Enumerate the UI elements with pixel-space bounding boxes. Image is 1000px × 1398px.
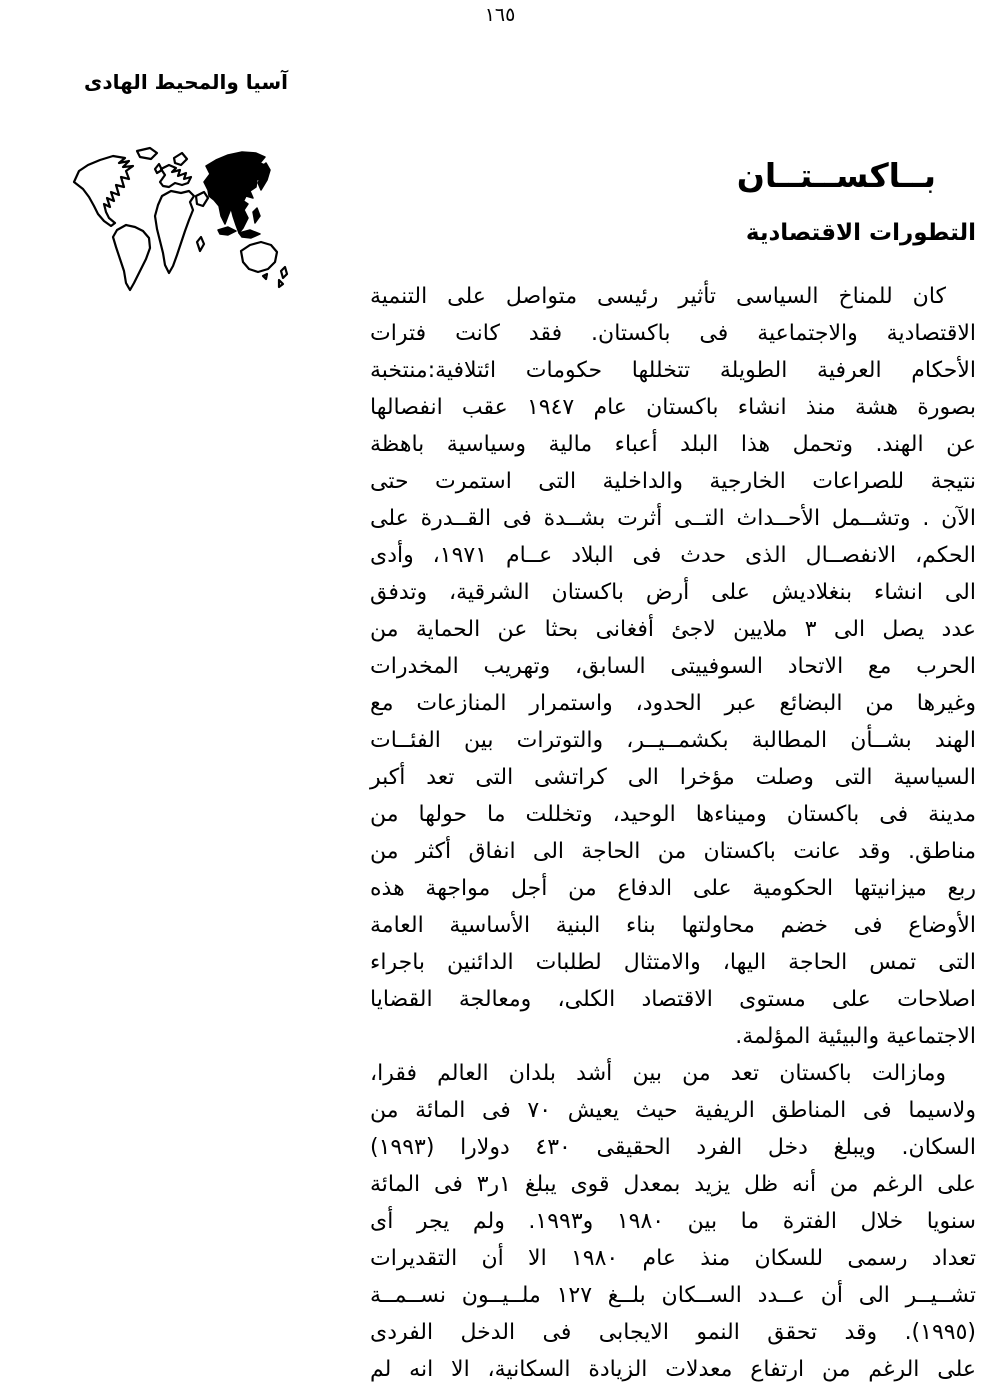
body-line: تشــيــر الى أن عــدد الســكان بلــغ ١٢٧ ملــيــون نســمــة [370,1282,976,1308]
british-isles-outline [155,164,162,173]
tasmania-outline [263,274,267,279]
body-line: الاقتصادية والاجتماعية فى باكستان. فقد كانت فترات [370,320,976,346]
body-line: (١٩٩٥). وقد تحقق النمو الايجابى فى الدخل الفردى [370,1319,976,1345]
body-line: عدد يصل الى ٣ ملايين لاجئ أفغانى بحثا عن الحماية من [370,616,976,642]
body-line: بصورة هشة منذ انشاء باكستان عام ١٩٤٧ عقب انفصالها [370,394,977,420]
body-line: الهند بشــأن المطالبة بكشمــيــر، والتوترات بين الفئــات [370,727,976,753]
paragraph [370,278,976,1055]
article-body [370,278,976,1388]
south-america-outline [113,225,150,290]
paragraph [370,1055,976,1388]
body-line: كان للمناخ السياسى تأثير رئيسى متواصل على التنمية [370,283,946,309]
body-line: الأحكام العرفية الطويلة تتخللها حكومات ائتلافية:منتخبة [370,357,976,383]
section-header: آسيا والمحيط الهادى [84,70,288,94]
page-number: ١٦٥ [484,4,516,26]
philippines-filled-region [253,208,260,223]
greenland-outline [137,148,157,159]
world-map-asia-highlighted-icon [60,138,300,298]
body-line: تعداد رسمى للسكان منذ عام ١٩٨٠ الا أن التقديرات [370,1245,976,1271]
body-line: السياسية التى وصلت مؤخرا الى كراتشى التى تعد أكبر [370,764,976,790]
arabia-outline [196,192,208,206]
body-line: ولاسيما فى المناطق الريفية حيث يعيش ٧٠ فى المائة من [370,1097,976,1123]
article-title: بــاكســتــان [736,156,936,195]
indonesia-west-filled-region [218,227,236,235]
north-america-outline [74,156,133,226]
body-line: الاجتماعية والبيئية المؤلمة. [735,1023,976,1049]
africa-outline [155,191,194,273]
body-line: على الرغم من ارتفاع معدلات الزيادة السكانية، الا انه لم [370,1356,976,1382]
australia-outline [241,242,277,272]
article-subtitle: التطورات الاقتصادية [745,219,976,246]
new-zealand-north-outline [281,267,287,278]
world-map-svg [60,138,300,298]
body-line: الحرب مع الاتحاد السوفييتى السابق، وتهريب المخدرات [370,653,976,679]
europe-outline [160,165,191,187]
scandinavia-outline [174,153,187,165]
new-zealand-south-outline [279,280,283,287]
body-line: وغيرها من البضائع عبر الحدود، واستمرار المنازعات مع [370,690,976,716]
indonesia-east-filled-region [239,230,260,238]
body-line: الأوضاع فى خضم محاولتها بناء البنية الأساسية العامة [370,912,976,938]
body-line: السكان. ويبلغ دخل الفرد الحقيقى ٤٣٠ دولارا (١٩٩٣) [370,1134,976,1160]
body-line: ربع ميزانيتها الحكومية على الدفاع من أجل مواجهة هذه [370,875,976,901]
madagascar-outline [197,237,204,251]
body-line: مدينة فى باكستان وميناءها الوحيد، وتخللت ما حولها من [370,801,976,827]
body-line: الآن . وتشــمل الأحــداث التــى أثرت بشــدة فى القــدرة على [370,505,976,531]
body-line: عن الهند. وتحمل هذا البلد أعباء مالية وسياسية باهظة [370,431,976,457]
body-line: على الرغم من أنه ظل يزيد بمعدل قوى يبلغ ١ر٣ فى المائة [370,1171,977,1197]
body-line: ومازالت باكستان تعد من بين أشد بلدان العالم فقرا، [370,1060,946,1086]
body-line: الى انشاء بنغلاديش على أرض باكستان الشرقية، وتدفق [370,579,976,605]
article-column [370,156,976,1388]
body-line: سنويا خلال الفترة ما بين ١٩٨٠ و١٩٩٣. ولم يجر أى [370,1208,976,1234]
body-line: اصلاحات على مستوى الاقتصاد الكلى، ومعالجة القضايا [370,986,976,1012]
body-line: نتيجة للصراعات الخارجية والداخلية التى استمرت حتى [370,468,976,494]
body-line: مناطق. وقد عانت باكستان من الحاجة الى انفاق أكثر من [370,838,976,864]
body-line: الحكم، الانفصــال الذى حدث فى البلاد عــام ١٩٧١، وأدى [370,542,976,568]
body-line: التى تمس الحاجة اليها، والامتثال لطلبات الدائنين باجراء [370,949,976,975]
indochina-filled-region [231,200,248,233]
